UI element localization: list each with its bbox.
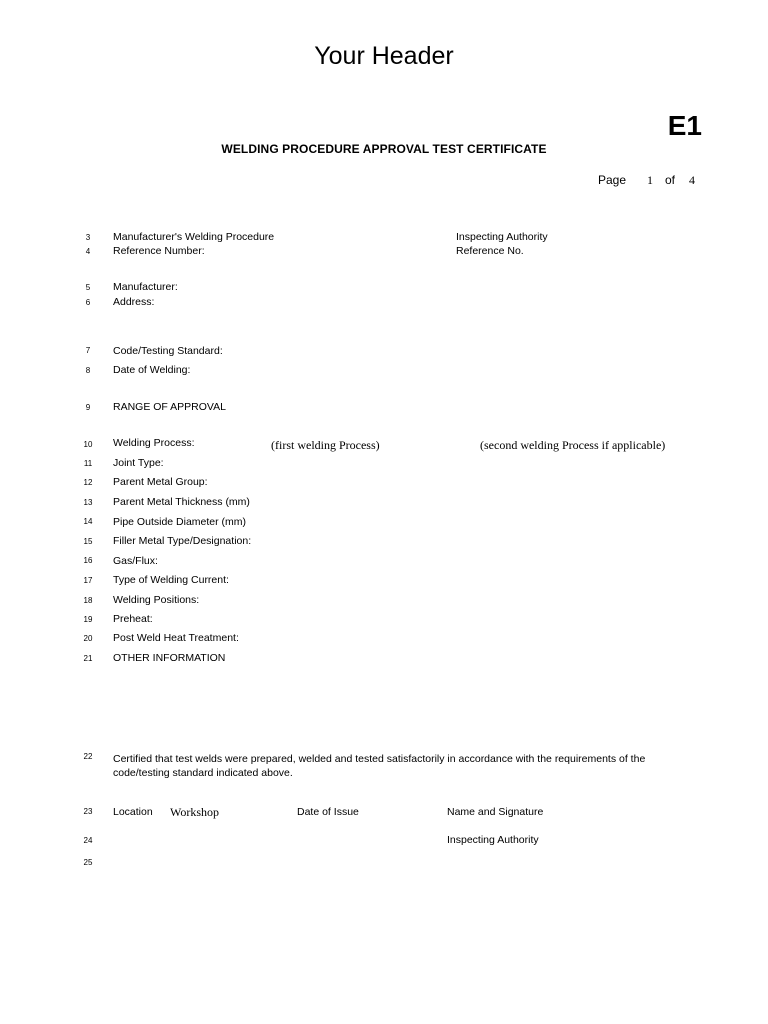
location-label: Location (113, 806, 153, 818)
row-number: 19 (83, 615, 93, 624)
form-code: E1 (667, 110, 702, 141)
reference-number-label: Reference Number: (113, 245, 205, 257)
range-of-approval-heading: RANGE OF APPROVAL (113, 401, 227, 413)
row-number: 5 (85, 283, 91, 292)
welding-current-label: Type of Welding Current: (113, 574, 229, 586)
row-number: 20 (83, 634, 93, 643)
parent-metal-thickness-label: Parent Metal Thickness (mm) (113, 496, 250, 508)
code-standard-label: Code/Testing Standard: (113, 345, 223, 357)
manufacturer-label: Manufacturer: (113, 281, 178, 293)
row-number: 13 (83, 498, 93, 507)
preheat-label: Preheat: (113, 613, 153, 625)
filler-metal-label: Filler Metal Type/Designation: (113, 535, 252, 547)
row-number: 22 (83, 752, 93, 761)
gas-flux-label: Gas/Flux: (113, 555, 158, 567)
first-process-value: (first welding Process) (271, 438, 380, 452)
other-information-label: OTHER INFORMATION (113, 652, 226, 664)
row-number: 21 (83, 654, 93, 663)
row-number: 15 (83, 537, 93, 546)
inspecting-authority-sign-label: Inspecting Authority (447, 834, 539, 846)
row-number: 11 (83, 459, 93, 468)
page-total: 4 (689, 173, 695, 187)
second-process-value: (second welding Process if applicable) (480, 438, 666, 452)
date-of-issue-label: Date of Issue (297, 806, 359, 818)
inspecting-authority-label: Inspecting Authority (456, 231, 548, 243)
row-number: 8 (85, 366, 91, 375)
row-number: 18 (83, 596, 93, 605)
row-number: 24 (83, 836, 93, 845)
row-number: 12 (83, 478, 93, 487)
pipe-diameter-label: Pipe Outside Diameter (mm) (113, 516, 247, 528)
page-of-label: of (665, 173, 676, 187)
certification-statement: Certified that test welds were prepared, welded and tested satisfactorily in accordance with the requirements of the code/testing standard indicated above. (113, 753, 646, 779)
row-number: 6 (85, 298, 91, 307)
location-value: Workshop (170, 805, 220, 819)
document-title: WELDING PROCEDURE APPROVAL TEST CERTIFICATE (221, 142, 547, 156)
welding-process-label: Welding Process: (113, 437, 195, 449)
joint-type-label: Joint Type: (113, 457, 164, 469)
address-label: Address: (113, 296, 155, 308)
row-number: 23 (83, 807, 93, 816)
row-number: 25 (83, 858, 93, 867)
row-number: 16 (83, 556, 93, 565)
post-weld-heat-treatment-label: Post Weld Heat Treatment: (113, 632, 239, 644)
row-number: 7 (85, 346, 91, 355)
page-label: Page (598, 173, 627, 187)
row-number: 10 (83, 440, 93, 449)
reference-no-label: Reference No. (456, 245, 524, 257)
procedure-label: Manufacturer's Welding Procedure (113, 231, 275, 243)
row-number: 3 (85, 233, 91, 242)
row-number: 9 (85, 403, 91, 412)
row-number: 14 (83, 517, 93, 526)
page-number: 1 (647, 173, 653, 187)
date-of-welding-label: Date of Welding: (113, 364, 191, 376)
row-number: 4 (85, 247, 91, 256)
header-title: Your Header (314, 42, 454, 70)
row-number: 17 (83, 576, 93, 585)
welding-positions-label: Welding Positions: (113, 594, 200, 606)
parent-metal-group-label: Parent Metal Group: (113, 476, 208, 488)
name-signature-label: Name and Signature (447, 806, 544, 818)
